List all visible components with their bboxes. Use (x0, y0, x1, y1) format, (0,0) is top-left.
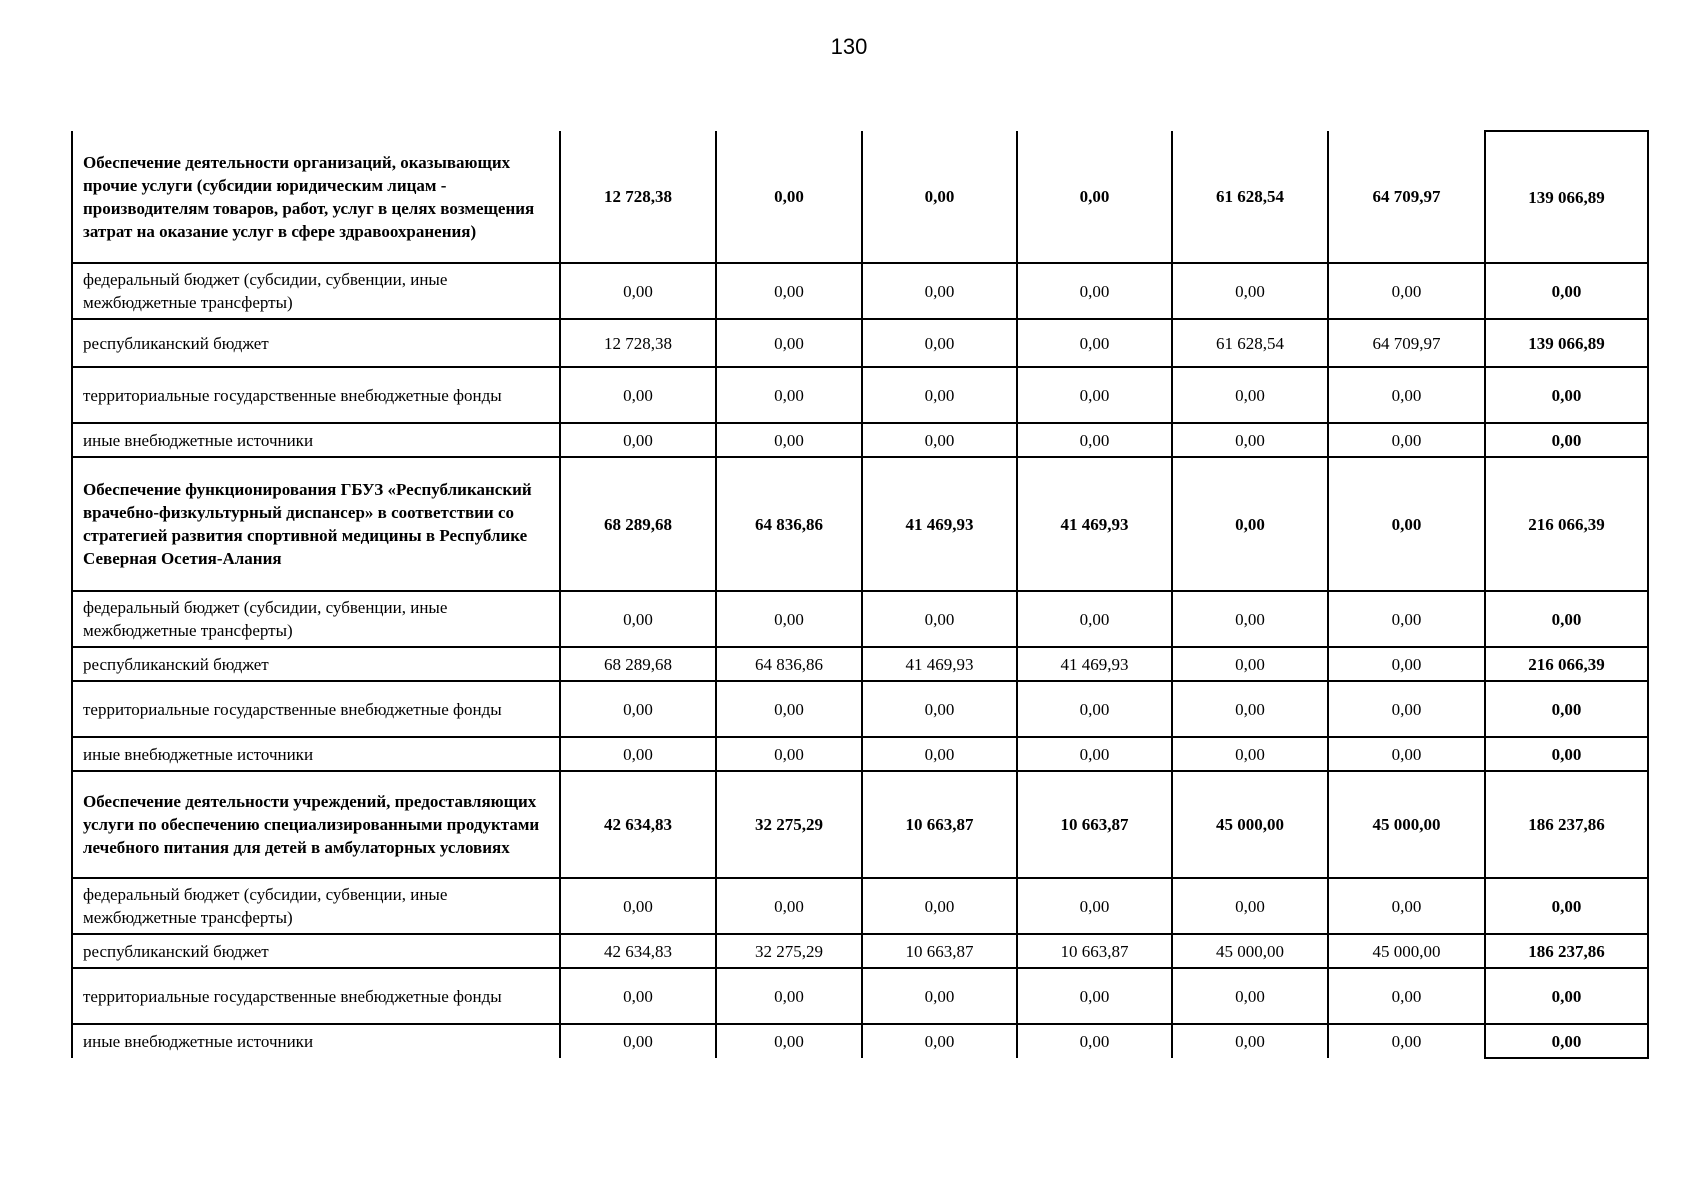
table-row (72, 319, 1648, 367)
cell-year-5: 0,00 (1172, 878, 1328, 934)
cell-year-1: 0,00 (560, 878, 716, 934)
cell-year-4: 10 663,87 (1017, 771, 1172, 878)
cell-year-4: 0,00 (1017, 131, 1172, 263)
cell-year-2: 0,00 (716, 131, 862, 263)
cell-year-5: 0,00 (1172, 367, 1328, 423)
cell-year-3: 10 663,87 (862, 771, 1017, 878)
cell-year-2: 0,00 (716, 878, 862, 934)
cell-year-6: 0,00 (1328, 878, 1485, 934)
cell-year-4: 0,00 (1017, 263, 1172, 319)
cell-total: 0,00 (1485, 878, 1648, 934)
cell-year-6: 0,00 (1328, 591, 1485, 647)
table-row (72, 367, 1648, 423)
table-row (72, 423, 1648, 457)
cell-year-1: 0,00 (560, 591, 716, 647)
cell-year-6: 0,00 (1328, 423, 1485, 457)
cell-total: 216 066,39 (1485, 647, 1648, 681)
cell-total: 216 066,39 (1485, 457, 1648, 591)
cell-year-5: 45 000,00 (1172, 934, 1328, 968)
cell-year-5: 0,00 (1172, 591, 1328, 647)
cell-year-1: 0,00 (560, 737, 716, 771)
cell-year-2: 0,00 (716, 591, 862, 647)
cell-year-1: 0,00 (560, 263, 716, 319)
cell-year-4: 0,00 (1017, 367, 1172, 423)
table-row (72, 263, 1648, 319)
cell-year-3: 0,00 (862, 737, 1017, 771)
cell-year-5: 61 628,54 (1172, 131, 1328, 263)
cell-year-5: 0,00 (1172, 681, 1328, 737)
cell-year-6: 0,00 (1328, 367, 1485, 423)
row-label: иные внебюджетные источники (72, 1024, 560, 1058)
cell-year-1: 0,00 (560, 423, 716, 457)
cell-year-2: 0,00 (716, 681, 862, 737)
cell-year-3: 0,00 (862, 423, 1017, 457)
cell-year-5: 0,00 (1172, 737, 1328, 771)
row-label: территориальные государственные внебюджетные фонды (72, 367, 560, 423)
cell-year-6: 0,00 (1328, 1024, 1485, 1058)
cell-year-3: 0,00 (862, 591, 1017, 647)
table-row (72, 681, 1648, 737)
cell-year-2: 32 275,29 (716, 771, 862, 878)
cell-year-4: 41 469,93 (1017, 647, 1172, 681)
cell-year-1: 0,00 (560, 681, 716, 737)
row-label: иные внебюджетные источники (72, 737, 560, 771)
cell-year-3: 0,00 (862, 1024, 1017, 1058)
cell-total: 0,00 (1485, 591, 1648, 647)
cell-total: 186 237,86 (1485, 771, 1648, 878)
cell-year-2: 0,00 (716, 367, 862, 423)
cell-year-6: 0,00 (1328, 263, 1485, 319)
cell-year-5: 0,00 (1172, 457, 1328, 591)
cell-total: 139 066,89 (1485, 319, 1648, 367)
cell-year-1: 42 634,83 (560, 771, 716, 878)
table-row (72, 591, 1648, 647)
cell-year-5: 61 628,54 (1172, 319, 1328, 367)
table-row (72, 771, 1648, 878)
cell-year-1: 42 634,83 (560, 934, 716, 968)
table-row (72, 1024, 1648, 1058)
cell-year-6: 64 709,97 (1328, 319, 1485, 367)
row-label: Обеспечение функционирования ГБУЗ «Республиканский врачебно-физкультурный диспансер» в соответствии со стратегией развития спортивной медицины в Республике Северная Осетия-Алания (72, 457, 560, 591)
table-row (72, 131, 1648, 263)
cell-year-4: 0,00 (1017, 878, 1172, 934)
row-label: Обеспечение деятельности учреждений, предоставляющих услуги по обеспечению специализированными продуктами лечебного питания для детей в амбулаторных условиях (72, 771, 560, 878)
cell-year-4: 41 469,93 (1017, 457, 1172, 591)
row-label: территориальные государственные внебюджетные фонды (72, 681, 560, 737)
cell-year-5: 0,00 (1172, 263, 1328, 319)
cell-year-1: 0,00 (560, 367, 716, 423)
cell-year-4: 0,00 (1017, 319, 1172, 367)
cell-year-1: 12 728,38 (560, 319, 716, 367)
cell-year-5: 0,00 (1172, 647, 1328, 681)
cell-year-4: 0,00 (1017, 681, 1172, 737)
cell-year-2: 0,00 (716, 968, 862, 1024)
cell-year-6: 45 000,00 (1328, 771, 1485, 878)
cell-year-5: 45 000,00 (1172, 771, 1328, 878)
cell-year-2: 32 275,29 (716, 934, 862, 968)
cell-year-1: 0,00 (560, 1024, 716, 1058)
cell-year-2: 64 836,86 (716, 457, 862, 591)
table-row (72, 737, 1648, 771)
cell-year-1: 68 289,68 (560, 647, 716, 681)
cell-year-3: 0,00 (862, 878, 1017, 934)
cell-total: 0,00 (1485, 367, 1648, 423)
cell-year-2: 0,00 (716, 737, 862, 771)
cell-year-6: 0,00 (1328, 681, 1485, 737)
cell-year-2: 0,00 (716, 1024, 862, 1058)
row-label: федеральный бюджет (субсидии, субвенции, иные межбюджетные трансферты) (72, 878, 560, 934)
cell-year-4: 10 663,87 (1017, 934, 1172, 968)
cell-total: 0,00 (1485, 681, 1648, 737)
table-row (72, 647, 1648, 681)
table-row (72, 878, 1648, 934)
row-label: федеральный бюджет (субсидии, субвенции, иные межбюджетные трансферты) (72, 591, 560, 647)
cell-year-3: 0,00 (862, 131, 1017, 263)
cell-year-5: 0,00 (1172, 968, 1328, 1024)
cell-year-4: 0,00 (1017, 423, 1172, 457)
budget-table-body (72, 131, 1648, 1058)
row-label: иные внебюджетные источники (72, 423, 560, 457)
cell-year-6: 0,00 (1328, 968, 1485, 1024)
cell-year-6: 0,00 (1328, 737, 1485, 771)
cell-total: 186 237,86 (1485, 934, 1648, 968)
row-label: территориальные государственные внебюджетные фонды (72, 968, 560, 1024)
cell-year-6: 45 000,00 (1328, 934, 1485, 968)
cell-year-4: 0,00 (1017, 968, 1172, 1024)
cell-year-6: 0,00 (1328, 457, 1485, 591)
cell-year-3: 0,00 (862, 319, 1017, 367)
row-label: республиканский бюджет (72, 647, 560, 681)
cell-year-1: 68 289,68 (560, 457, 716, 591)
cell-year-2: 0,00 (716, 423, 862, 457)
cell-total: 0,00 (1485, 423, 1648, 457)
cell-year-4: 0,00 (1017, 737, 1172, 771)
cell-year-3: 10 663,87 (862, 934, 1017, 968)
cell-total: 0,00 (1485, 263, 1648, 319)
cell-year-3: 41 469,93 (862, 457, 1017, 591)
page-number: 130 (830, 34, 868, 59)
cell-year-4: 0,00 (1017, 591, 1172, 647)
cell-year-2: 0,00 (716, 263, 862, 319)
budget-table (71, 130, 1649, 1059)
cell-year-3: 0,00 (862, 367, 1017, 423)
cell-year-2: 64 836,86 (716, 647, 862, 681)
table-row (72, 457, 1648, 591)
cell-year-2: 0,00 (716, 319, 862, 367)
cell-total: 0,00 (1485, 737, 1648, 771)
cell-year-1: 12 728,38 (560, 131, 716, 263)
cell-year-3: 0,00 (862, 681, 1017, 737)
cell-year-6: 0,00 (1328, 647, 1485, 681)
cell-year-3: 41 469,93 (862, 647, 1017, 681)
cell-year-3: 0,00 (862, 968, 1017, 1024)
row-label: Обеспечение деятельности организаций, оказывающих прочие услуги (субсидии юридическим лицам - производителям товаров, работ, услуг в целях возмещения затрат на оказание услуг в сфере здравоохранения) (72, 131, 560, 263)
cell-year-5: 0,00 (1172, 423, 1328, 457)
row-label: республиканский бюджет (72, 319, 560, 367)
row-label: республиканский бюджет (72, 934, 560, 968)
table-row (72, 934, 1648, 968)
cell-total: 0,00 (1485, 968, 1648, 1024)
table-row (72, 968, 1648, 1024)
cell-total: 139 066,89 (1485, 131, 1648, 263)
cell-year-3: 0,00 (862, 263, 1017, 319)
cell-year-1: 0,00 (560, 968, 716, 1024)
row-label: федеральный бюджет (субсидии, субвенции, иные межбюджетные трансферты) (72, 263, 560, 319)
cell-year-5: 0,00 (1172, 1024, 1328, 1058)
cell-year-4: 0,00 (1017, 1024, 1172, 1058)
cell-year-6: 64 709,97 (1328, 131, 1485, 263)
cell-total: 0,00 (1485, 1024, 1648, 1058)
